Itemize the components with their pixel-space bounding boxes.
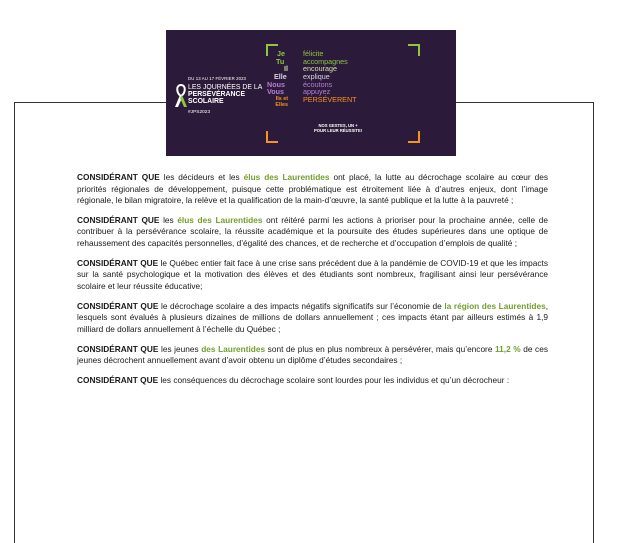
considerant-keyword: CONSIDÉRANT QUE [77,172,160,182]
verb: explique [303,72,330,82]
corner-bracket-bottom-left [266,131,278,143]
pronoun: Nous [267,79,285,89]
verb: encourage [303,64,337,74]
event-dates: DU 13 AU 17 FÉVRIER 2023 [188,76,247,81]
brand-title [188,84,262,105]
considerant-keyword: CONSIDÉRANT QUE [77,257,159,268]
brand-line-2: PERSÉVÉRANCE [188,91,246,98]
considerant-paragraph [77,375,548,387]
pronoun: Tu [276,56,285,66]
brand-line-3: SCOLAIRE [188,98,224,105]
verb: PERSÉVERENT [303,95,357,105]
brand-line-1: LES JOURNÉES DE LA [188,84,263,91]
considerant-keyword: CONSIDÉRANT QUE [77,300,159,311]
pronoun: Ils et Elles [275,96,288,109]
paragraph-text: les décideurs et les [159,172,244,182]
pronoun: Il [284,64,288,74]
paragraph-text: le Québec entier fait face à une crise sans précédent due à la pandémie de COVID-19 et que les impacts sur la santé psychologique et la motivation des élèves et des étudiants sont nombreux, fragilisant ainsi leur persévérance scolaire et leur réussite éducative; [77,257,548,291]
considerant-keyword: CONSIDÉRANT QUE [77,214,160,225]
ribbon-icon [174,83,188,109]
verb: accompagnes [303,56,348,66]
verb: écoutons [303,79,333,89]
paragraph-text: ont réitéré parmi les actions à prioriser pour la prochaine année, celle de contribuer à la persévérance scolaire, la réussite académique et la poursuite des études supérieures dans une optique de rehaussement des capacités personnelles, d’égalité des chances, et de recherche et d’occupation d’emplois de qualité ; [77,214,548,248]
highlighted-term: élus des Laurentides [177,214,263,225]
paragraph-text: de ces jeunes décrochent annuellement avant d’avoir obtenu un diplôme d’études secondaires ; [77,343,548,366]
considerant-paragraph [77,258,548,293]
highlighted-term: des Laurentides [201,343,266,354]
considerant-paragraph [77,301,548,336]
verb: félicite [303,49,324,58]
considerant-paragraph [77,172,548,207]
tagline-line-1: NOS GESTES, UN + [318,123,358,128]
paragraph-text: les conséquences du décrochage scolaire sont lourdes pour les individus et qu’un décrocheur : [158,374,510,385]
corner-bracket-top-right [408,44,420,56]
highlighted-term: élus des Laurentides [243,172,330,182]
hashtag: #JPS2023 [188,110,211,115]
pronoun: Vous [267,87,285,97]
tagline-line-2: POUR LEUR RÉUSSITE! [314,127,363,133]
paragraph-text: les jeunes [158,343,202,354]
paragraph-text: , lesquels sont évalués à plusieurs dizaines de millions de dollars annuellement ; ces impacts étant par ailleurs estimés à 1,9 milliard de dollars annuellement à l’échelle du Québec ; [77,300,548,334]
considerant-paragraph [77,215,548,250]
paragraph-text: ont placé, la lutte au décrochage scolaire au cœur des priorités régionales de développement, puisque cette problématique est étroitement liée à d’autres enjeux, dont l’image régionale, le bilan migratoire, la relève et la qualification de la main-d’œuvre, la santé publique et la lutte à la pauvreté ; [77,172,548,205]
banner-tagline [314,124,362,134]
considerant-keyword: CONSIDÉRANT QUE [77,374,159,385]
paragraph-text: les [159,214,178,225]
resolution-text [77,172,548,395]
jps-banner [166,30,456,156]
highlighted-term: 11,2 % [495,343,521,354]
verb: appuyez [303,87,331,97]
paragraph-text: le décrochage scolaire a des impacts négatifs significatifs sur l’économie de [158,300,445,311]
highlighted-term: la région des Laurentides [444,300,546,311]
corner-bracket-bottom-right [408,131,420,143]
pronoun: Elle [274,72,287,82]
considerant-keyword: CONSIDÉRANT QUE [77,343,159,354]
considerant-paragraph [77,344,548,367]
pronoun: Je [277,49,285,58]
paragraph-text: sont de plus en plus nombreux à persévérer, mais qu’encore [265,343,496,354]
